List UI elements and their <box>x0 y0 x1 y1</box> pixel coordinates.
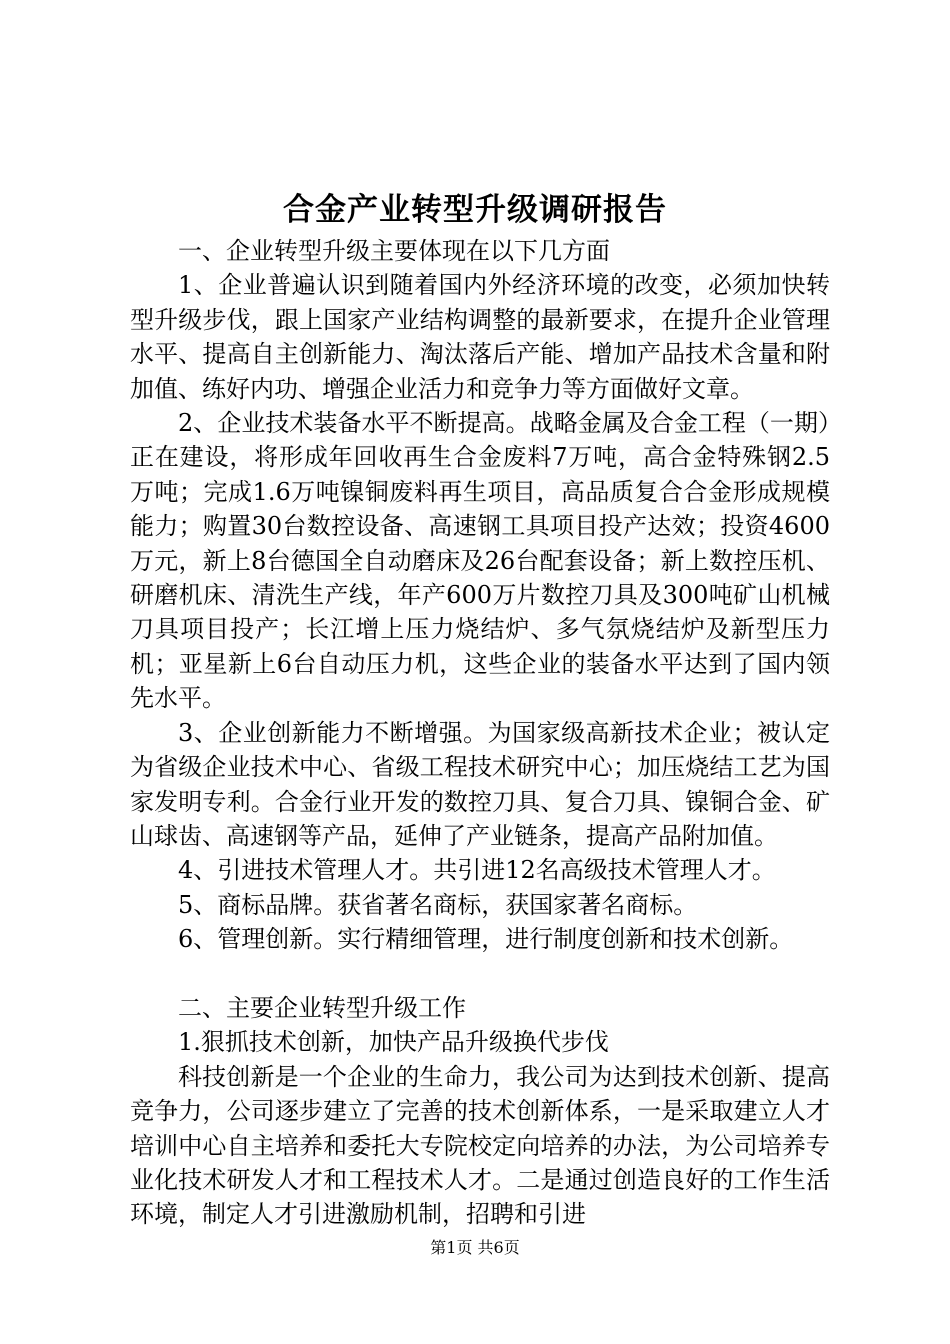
paragraph-item-3: 3、企业创新能力不断增强。为国家级高新技术企业；被认定为省级企业技术中心、省级工程技术研究中心；加压烧结工艺为国家发明专利。合金行业开发的数控刀具、复合刀具、镍铜合金、矿山球齿、高速钢等产品，延伸了产业链条，提高产品附加值。 <box>130 718 830 850</box>
paragraph-item-5: 5、商标品牌。获省著名商标，获国家著名商标。 <box>178 890 698 919</box>
section-heading-2: 二、主要企业转型升级工作 <box>178 993 466 1022</box>
paragraph-tech-innovation: 科技创新是一个企业的生命力，我公司为达到技术创新、提高竞争力，公司逐步建立了完善的技术创新体系，一是采取建立人才培训中心自主培养和委托大专院校定向培养的办法，为公司培养专业化技术研发人才和工程技术人才。二是通过创造良好的工作生活环境，制定人才引进激励机制，招聘和引进 <box>130 1062 830 1229</box>
paragraph-item-6: 6、管理创新。实行精细管理，进行制度创新和技术创新。 <box>178 925 794 954</box>
page-footer: 第1页 共6页 <box>430 1238 520 1257</box>
paragraph-item-4: 4、引进技术管理人才。共引进12名高级技术管理人才。 <box>178 856 776 885</box>
paragraph-item-2: 2、企业技术装备水平不断提高。战略金属及合金工程（一期）正在建设，将形成年回收再生合金废料7万吨，高合金特殊钢2.5万吨；完成1.6万吨镍铜废料再生项目，高品质复合合金形成规模能力；购置30台数控设备、高速钢工具项目投产达效；投资4600万元，新上8台德国全自动磨床及26台配套设备；新上数控压机、研磨机床、清洗生产线，年产600万片数控刀具及300吨矿山机械刀具项目投产；长江增上压力烧结炉、多气氛烧结炉及新型压力机；亚星新上6台自动压力机，这些企业的装备水平达到了国内领先水平。 <box>130 409 830 713</box>
document-title: 合金产业转型升级调研报告 <box>283 192 667 228</box>
blank-line <box>130 957 830 991</box>
section-heading-1: 一、企业转型升级主要体现在以下几方面 <box>178 237 610 265</box>
document-body <box>130 234 830 1232</box>
subsection-heading: 1.狠抓技术创新，加快产品升级换代步伐 <box>178 1028 609 1057</box>
paragraph-item-1: 1、企业普遍认识到随着国内外经济环境的改变，必须加快转型升级步伐，跟上国家产业结构调整的最新要求，在提升企业管理水平、提高自主创新能力、淘汰落后产能、增加产品技术含量和附加值、练好内功、增强企业活力和竞争力等方面做好文章。 <box>130 271 830 403</box>
